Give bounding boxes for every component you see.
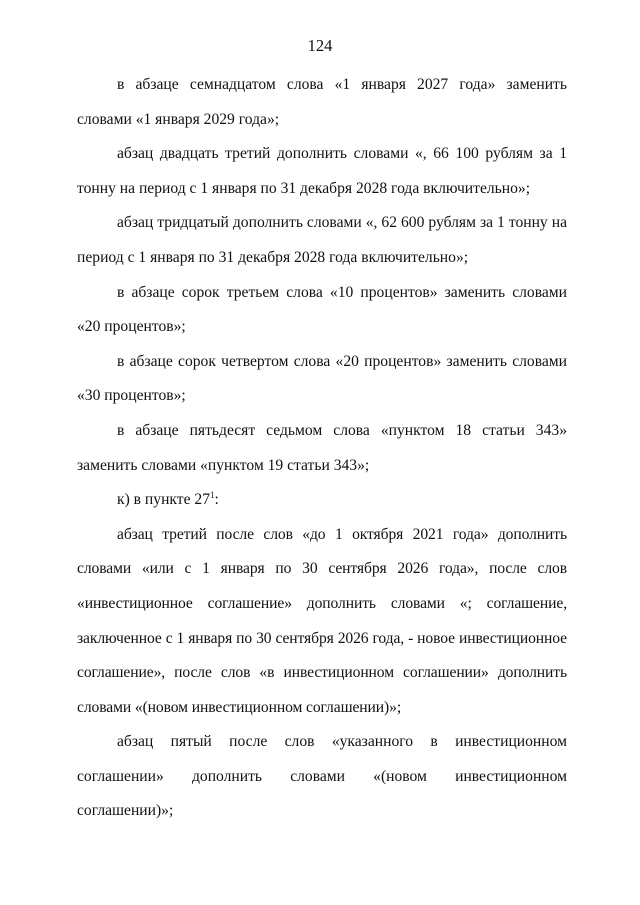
- point-k-heading: [77, 483, 567, 518]
- paragraph-3: абзац тридцатый дополнить словами «, 62 600 рублям за 1 тонну на период с 1 января по 31 декабря 2028 года включительно»;: [77, 214, 567, 266]
- paragraph-8: абзац пятый после слов «указанного в инвестиционном соглашении» дополнить словами «(новом инвестиционном соглашении)»;: [77, 733, 567, 820]
- page-number: 124: [307, 36, 333, 55]
- paragraph-2: абзац двадцать третий дополнить словами «, 66 100 рублям за 1 тонну на период с 1 января по 31 декабря 2028 года включительно»;: [77, 145, 567, 197]
- paragraph-4: в абзаце сорок третьем слова «10 процентов» заменить словами «20 процентов»;: [77, 283, 567, 336]
- paragraph-1: в абзаце семнадцатом слова «1 января 2027 года» заменить словами «1 января 2029 года»;: [77, 76, 567, 128]
- document-body: [77, 68, 567, 829]
- paragraph-7: абзац третий после слов «до 1 октября 2021 года» дополнить словами «или с 1 января по 30 сентября 2026 года», после слов «инвестиционное соглашение» дополнить словами «; соглашение, заключенное с 1 января по 30 сентября 2026 года, - новое инвестиционное соглашение», после слов «в инвестиционном соглашении» дополнить словами «(новом инвестиционном соглашении)»;: [77, 525, 567, 716]
- paragraph-5: в абзаце сорок четвертом слова «20 процентов» заменить словами «30 процентов»;: [77, 352, 567, 405]
- paragraph-6: в абзаце пятьдесят седьмом слова «пунктом 18 статьи 343» заменить словами «пунктом 19 статьи 343»;: [77, 421, 567, 474]
- point-k-superscript: 1: [210, 489, 215, 500]
- point-k-suffix: :: [214, 491, 219, 509]
- point-k-prefix: к) в пункте 27: [117, 491, 211, 509]
